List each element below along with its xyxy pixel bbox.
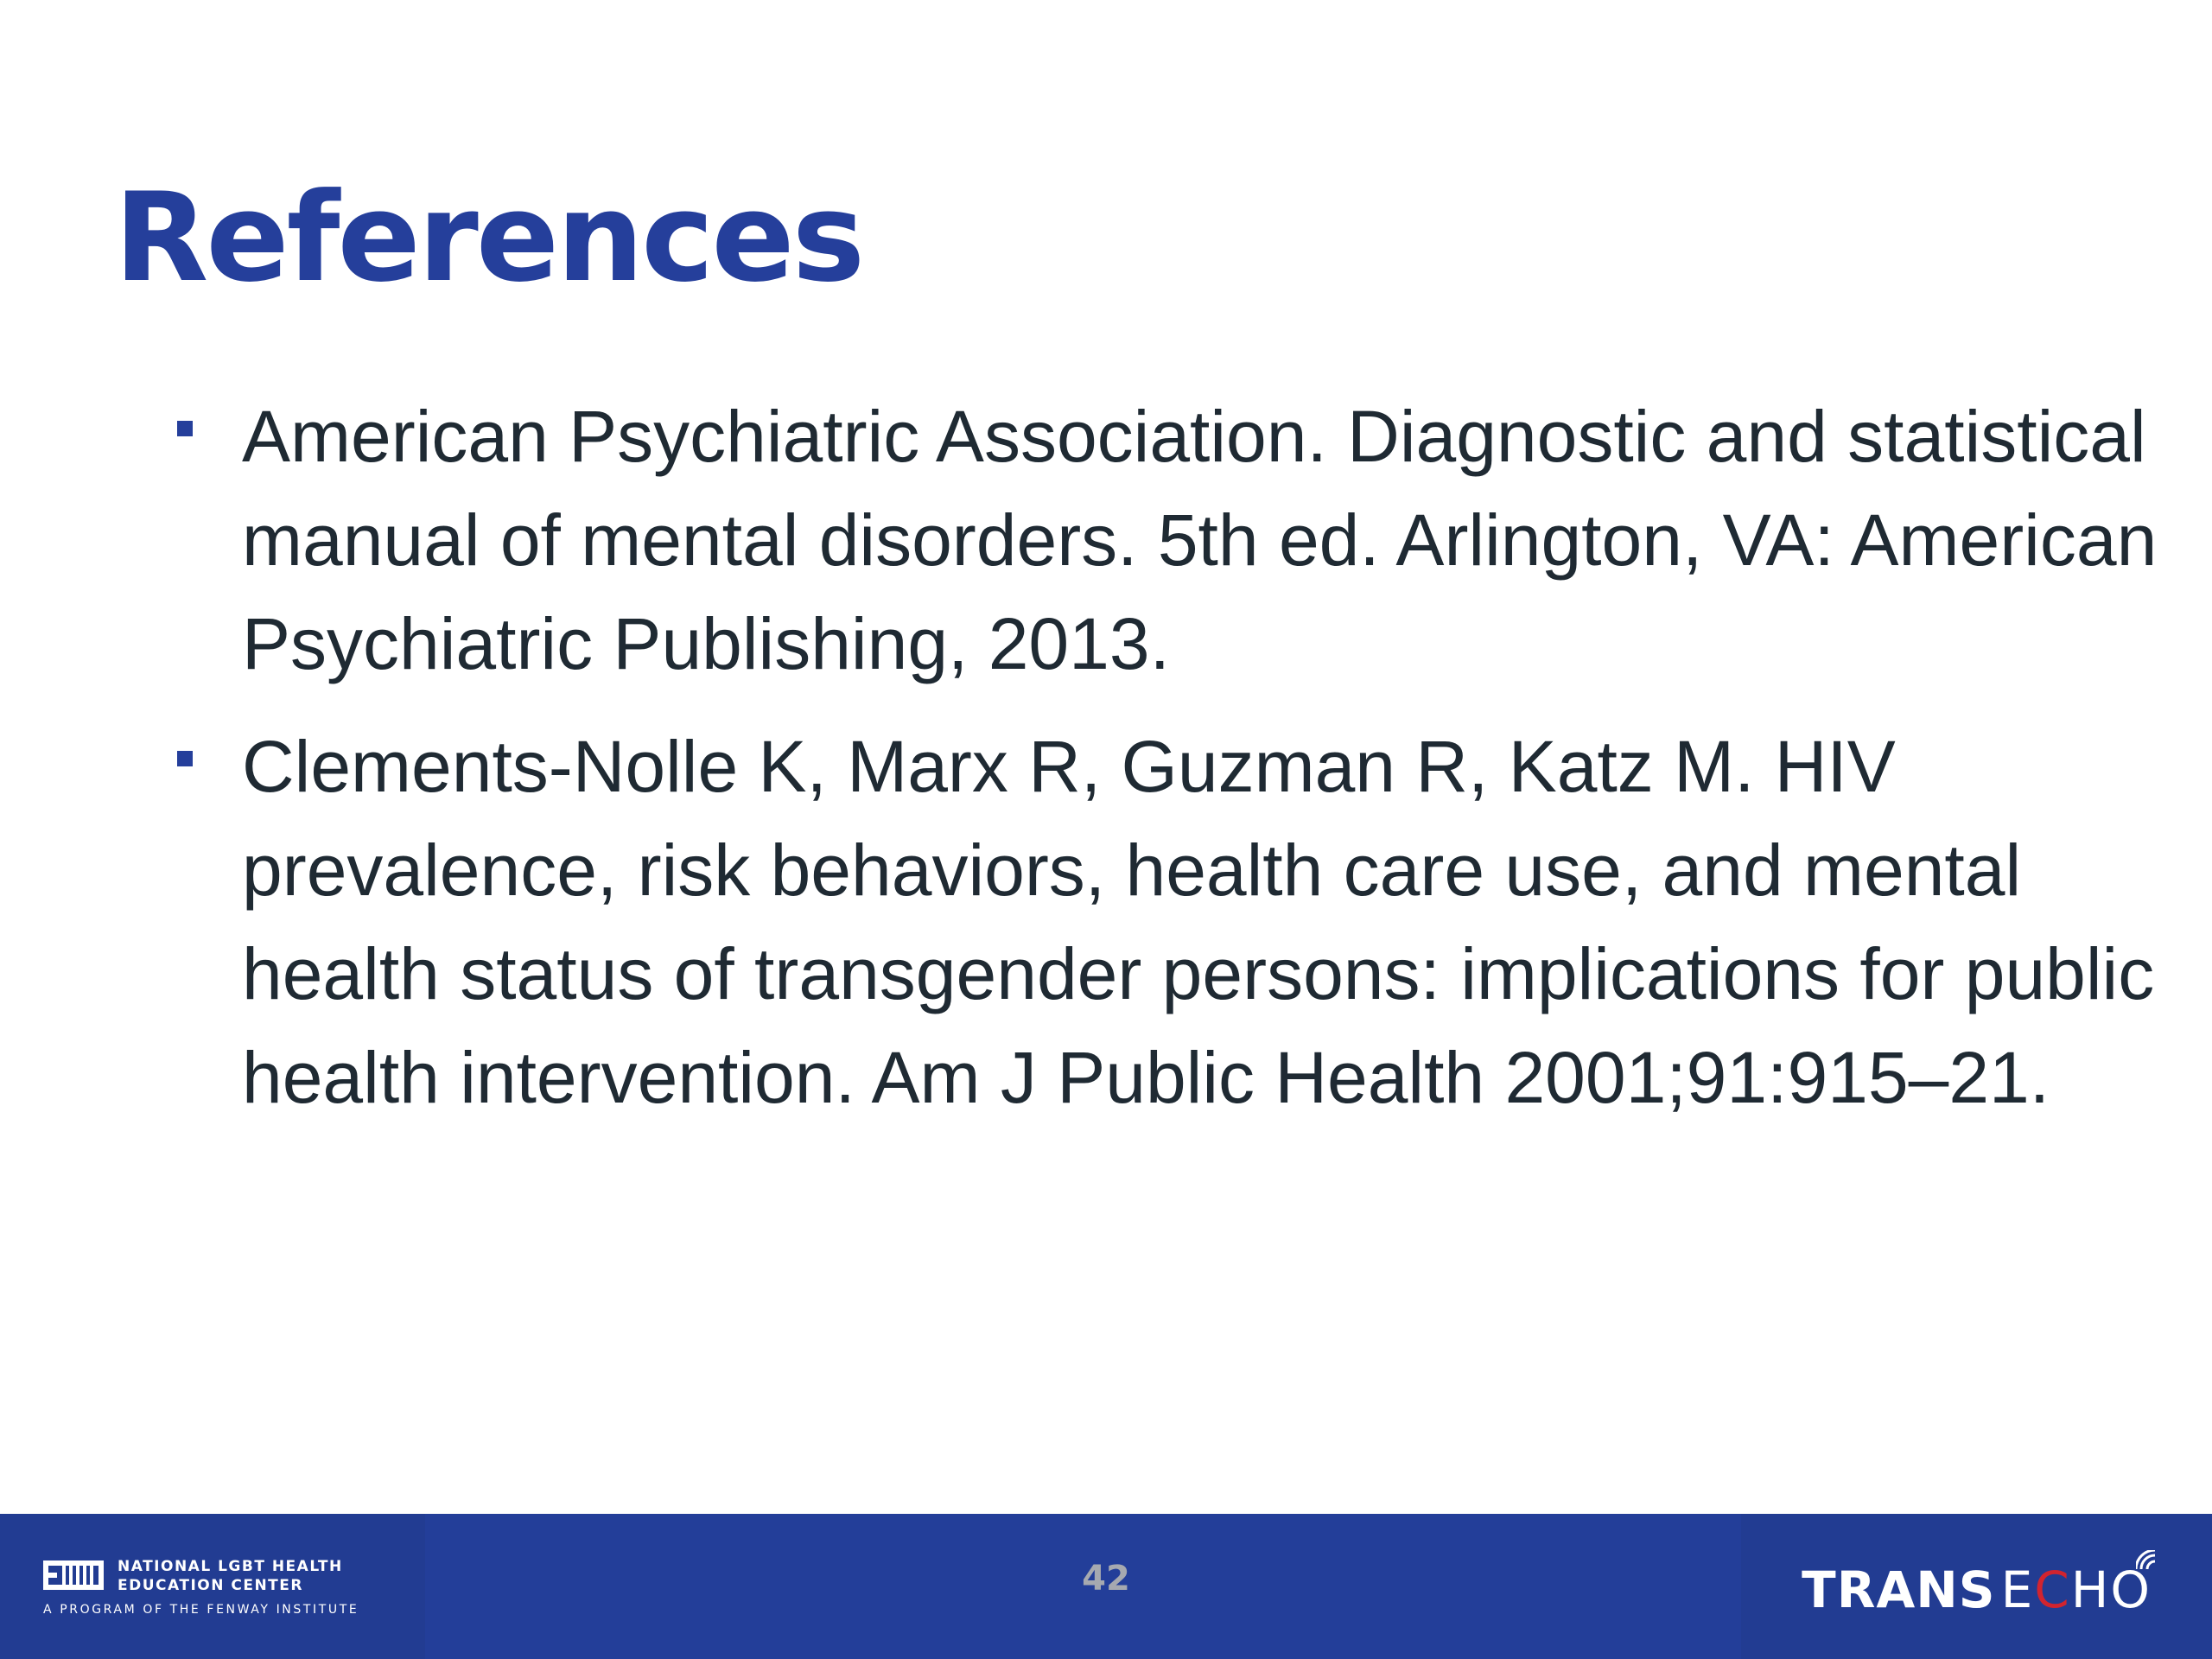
reference-item <box>173 715 2160 1129</box>
education-center-logo-icon <box>43 1560 104 1590</box>
brand-echo <box>2001 1560 2152 1619</box>
org-tagline: A PROGRAM OF THE FENWAY INSTITUTE <box>43 1603 359 1617</box>
square-bullet-icon <box>177 421 193 436</box>
broadcast-signal-icon <box>2136 1550 2174 1588</box>
footer-bar <box>0 1514 2212 1659</box>
brand-trans: TRANS <box>1802 1560 1996 1619</box>
brand-echo-c: C <box>2034 1560 2071 1619</box>
reference-list <box>173 385 2160 1148</box>
brand-echo-e: E <box>2000 1560 2035 1619</box>
page-number: 42 <box>1082 1559 1130 1599</box>
reference-text: American Psychiatric Association. Diagnostic and statistical manual of mental disorders. 5th ed. Arlington, VA: American Psychiatric Publishing, 2013. <box>242 396 2158 684</box>
square-bullet-icon <box>177 751 193 766</box>
footer-brand-block <box>1741 1514 2212 1659</box>
brand-echo-ho: HO <box>2070 1560 2152 1619</box>
reference-text: Clements-Nolle K, Marx R, Guzman R, Katz M. HIV prevalence, risk behaviors, health care use, and mental health status of transgender persons: implications for public health intervention. Am J Public Health 2001;91:915–21. <box>242 726 2155 1118</box>
footer-org-block <box>0 1514 425 1659</box>
slide-title: References <box>114 167 863 309</box>
reference-item <box>173 385 2160 696</box>
transecho-logo <box>1802 1555 2152 1624</box>
org-name: NATIONAL LGBT HEALTH EDUCATION CENTER <box>118 1558 343 1594</box>
